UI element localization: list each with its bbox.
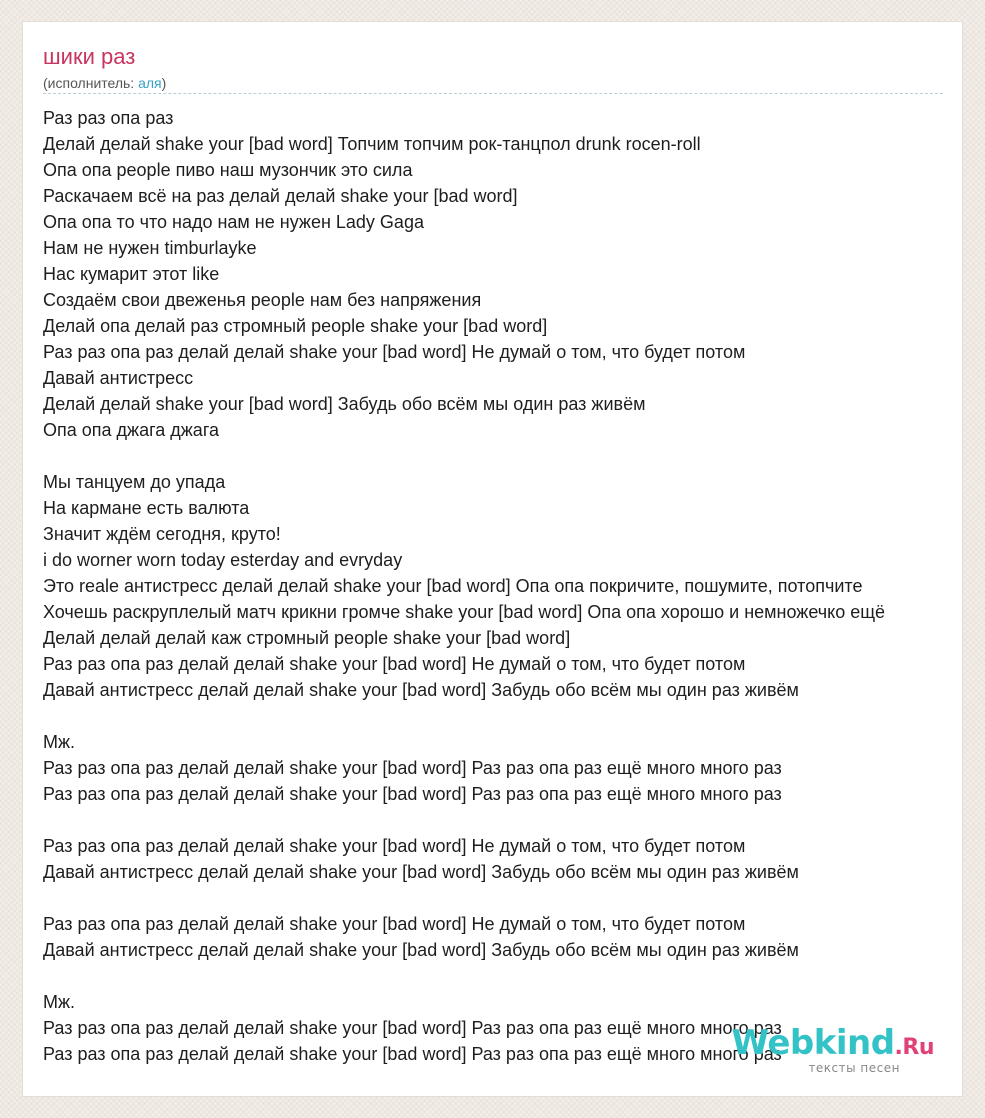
lyrics-stanza	[43, 729, 963, 807]
lyric-line: Раз раз опа раз делай делай shake your [bad word] Не думай о том, что будет потом	[43, 836, 746, 856]
lyrics-card	[22, 21, 963, 1097]
lyric-line: Мж.	[43, 732, 76, 752]
lyric-line: Мж.	[43, 992, 76, 1012]
artist-line	[43, 74, 166, 92]
lyric-line: Делай опа делай раз стромный people shake your [bad word]	[43, 316, 548, 336]
watermark-logo	[732, 1025, 934, 1066]
lyric-line: Давай антистресс	[43, 368, 194, 388]
lyric-line: Опа опа то что надо нам не нужен Lady Gaga	[43, 212, 424, 232]
lyric-line: Значит ждём сегодня, круто!	[43, 524, 281, 544]
lyric-line: i do worner worn today esterday and evryday	[43, 550, 403, 570]
lyric-line: Хочешь раскруплелый матч крикни громче shake your [bad word] Опа опа хорошо и немножечко ещё	[43, 602, 886, 622]
lyric-line: Раз раз опа раз делай делай shake your [bad word] Не думай о том, что будет потом	[43, 654, 746, 674]
lyric-line: Раскачаем всё на раз делай делай shake your [bad word]	[43, 186, 518, 206]
lyric-line: Давай антистресс делай делай shake your [bad word] Забудь обо всём мы один раз живём	[43, 862, 799, 882]
artist-suffix: )	[161, 75, 167, 91]
lyric-line: Нас кумарит этот like	[43, 264, 220, 284]
lyrics-stanza	[43, 911, 963, 963]
lyrics-stanza	[43, 833, 963, 885]
lyric-line: Раз раз опа раз	[43, 108, 174, 128]
lyric-line: Это reale антистресс делай делай shake your [bad word] Опа опа покричите, пошумите, потопчите	[43, 576, 863, 596]
lyrics-stanza	[43, 469, 963, 703]
lyrics-text	[43, 105, 963, 1067]
watermark-brand: Webkind	[731, 1023, 895, 1063]
site-watermark	[732, 1025, 934, 1074]
title-divider	[43, 93, 943, 94]
lyric-line: Нам не нужен timburlayke	[43, 238, 257, 258]
lyric-line: Раз раз опа раз делай делай shake your [bad word] Раз раз опа раз ещё много много раз	[43, 1044, 782, 1064]
lyric-line: Раз раз опа раз делай делай shake your [bad word] Раз раз опа раз ещё много много раз	[43, 784, 782, 804]
lyric-line: Давай антистресс делай делай shake your [bad word] Забудь обо всём мы один раз живём	[43, 940, 799, 960]
lyric-line: Раз раз опа раз делай делай shake your [bad word] Не думай о том, что будет потом	[43, 342, 746, 362]
lyric-line: Создаём свои двеженья people нам без напряжения	[43, 290, 482, 310]
lyric-line: Раз раз опа раз делай делай shake your [bad word] Раз раз опа раз ещё много много раз	[43, 1018, 782, 1038]
artist-link[interactable]: аля	[138, 75, 162, 91]
lyric-line: Давай антистресс делай делай shake your [bad word] Забудь обо всём мы один раз живём	[43, 680, 799, 700]
lyric-line: Делай делай делай каж стромный people shake your [bad word]	[43, 628, 571, 648]
watermark-tld: .Ru	[894, 1035, 934, 1060]
watermark-tagline: тексты песен	[808, 1061, 900, 1075]
song-title: шики раз	[43, 44, 136, 69]
lyric-line: Делай делай shake your [bad word] Топчим топчим рок-танцпол drunk rocen-roll	[43, 134, 701, 154]
artist-prefix: (исполнитель:	[43, 75, 139, 91]
lyric-line: Опа опа джага джага	[43, 420, 220, 440]
lyrics-stanza	[43, 105, 963, 443]
lyric-line: Мы танцуем до упада	[43, 472, 226, 492]
lyric-line: На кармане есть валюта	[43, 498, 250, 518]
lyric-line: Делай делай shake your [bad word] Забудь обо всём мы один раз живём	[43, 394, 646, 414]
lyric-line: Раз раз опа раз делай делай shake your [bad word] Раз раз опа раз ещё много много раз	[43, 758, 782, 778]
lyric-line: Опа опа people пиво наш музончик это сила	[43, 160, 413, 180]
lyric-line: Раз раз опа раз делай делай shake your [bad word] Не думай о том, что будет потом	[43, 914, 746, 934]
